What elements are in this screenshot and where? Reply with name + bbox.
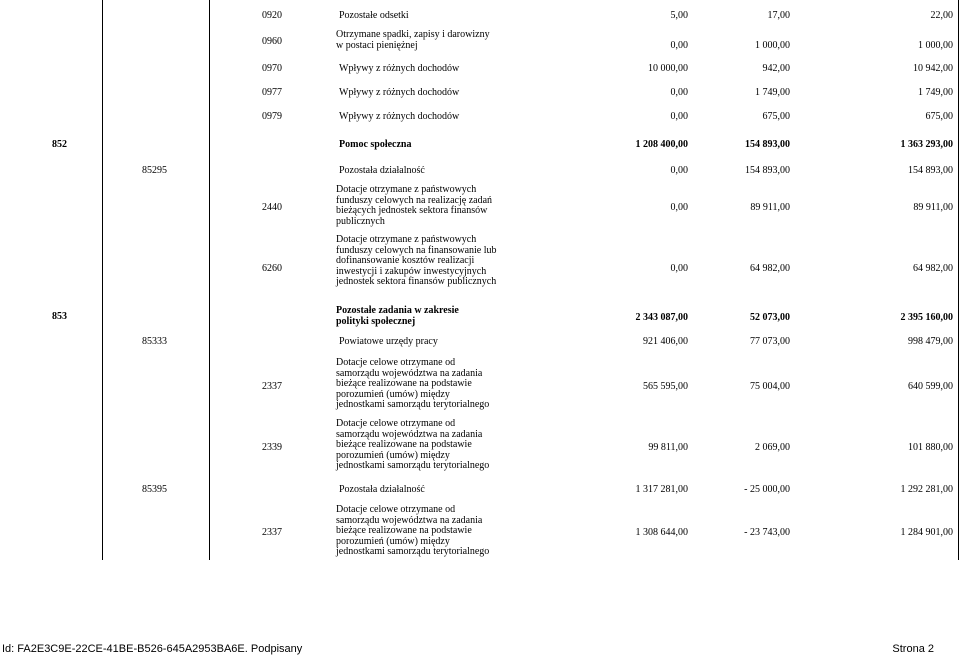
column-border	[209, 0, 210, 560]
amount-change-cell: 2 069,00	[755, 442, 790, 453]
amount-after-cell: 640 599,00	[908, 381, 953, 392]
amount-after-cell: 1 292 281,00	[900, 484, 953, 495]
amount-change-cell: 64 982,00	[750, 263, 790, 274]
amount-after-cell: 998 479,00	[908, 336, 953, 347]
amount-plan-cell: 0,00	[670, 40, 688, 51]
description-cell: Dotacje otrzymane z państwowych funduszy celowych na finansowanie lub dofinansowanie kosztów realizacji inwestycji i zakupów inwestycyjnych jednostek sektora finansów publicznych	[336, 234, 497, 287]
amount-change-cell: 17,00	[767, 10, 790, 21]
amount-change-cell: 77 073,00	[750, 336, 790, 347]
amount-after-cell: 101 880,00	[908, 442, 953, 453]
amount-after-cell: 675,00	[925, 111, 953, 122]
amount-plan-cell: 99 811,00	[648, 442, 688, 453]
amount-plan-cell: 0,00	[670, 263, 688, 274]
description-cell: Dotacje celowe otrzymane od samorządu województwa na zadania bieżące realizowane na podstawie porozumień (umów) między jednostkami samorządu terytorialnego	[336, 504, 490, 557]
chapter-code-cell: 85395	[142, 484, 167, 495]
amount-after-cell: 1 000,00	[918, 40, 953, 51]
description-cell: Dotacje celowe otrzymane od samorządu województwa na zadania bieżące realizowane na podstawie porozumień (umów) między jednostkami samorządu terytorialnego	[336, 357, 490, 410]
code-cell: 0977	[262, 87, 282, 98]
amount-after-cell: 1 363 293,00	[900, 139, 953, 150]
document-id-text: Id: FA2E3C9E-22CE-41BE-B526-645A2953BA6E. Podpisany	[2, 643, 303, 655]
amount-after-cell: 1 749,00	[918, 87, 953, 98]
amount-plan-cell: 0,00	[670, 111, 688, 122]
amount-after-cell: 22,00	[930, 10, 953, 21]
amount-change-cell: 154 893,00	[745, 139, 790, 150]
description-cell: Pozostałe odsetki	[339, 10, 409, 21]
description-cell: Wpływy z różnych dochodów	[339, 111, 460, 122]
description-cell: Pozostała działalność	[339, 165, 425, 176]
description-cell: Otrzymane spadki, zapisy i darowizny w postaci pieniężnej	[336, 29, 490, 51]
code-cell: 0970	[262, 63, 282, 74]
amount-change-cell: - 23 743,00	[744, 527, 790, 538]
chapter-code-cell: 85333	[142, 336, 167, 347]
amount-after-cell: 154 893,00	[908, 165, 953, 176]
amount-after-cell: 64 982,00	[913, 263, 953, 274]
amount-change-cell: 89 911,00	[750, 202, 790, 213]
description-cell: Dotacje otrzymane z państwowych funduszy celowych na realizację zadań bieżących jednostek sektora finansów publicznych	[336, 184, 493, 227]
amount-change-cell: 1 749,00	[755, 87, 790, 98]
code-cell: 0920	[262, 10, 282, 21]
amount-plan-cell: 1 208 400,00	[635, 139, 688, 150]
amount-plan-cell: 921 406,00	[643, 336, 688, 347]
amount-change-cell: - 25 000,00	[744, 484, 790, 495]
description-cell: Wpływy z różnych dochodów	[339, 87, 460, 98]
code-cell: 2337	[262, 527, 282, 538]
code-cell: 0960	[262, 36, 282, 47]
amount-plan-cell: 2 343 087,00	[635, 312, 688, 323]
description-cell: Powiatowe urzędy pracy	[339, 336, 438, 347]
code-cell: 0979	[262, 111, 282, 122]
description-cell: Wpływy z różnych dochodów	[339, 63, 460, 74]
amount-change-cell: 52 073,00	[750, 312, 790, 323]
amount-plan-cell: 1 317 281,00	[635, 484, 688, 495]
description-cell: Pomoc społeczna	[339, 139, 412, 150]
amount-change-cell: 942,00	[762, 63, 790, 74]
description-cell: Pozostałe zadania w zakresie polityki społecznej	[336, 305, 459, 327]
section-code-cell: 852	[52, 139, 67, 150]
description-cell: Pozostała działalność	[339, 484, 425, 495]
code-cell: 2440	[262, 202, 282, 213]
amount-change-cell: 675,00	[762, 111, 790, 122]
chapter-code-cell: 85295	[142, 165, 167, 176]
amount-change-cell: 154 893,00	[745, 165, 790, 176]
amount-plan-cell: 0,00	[670, 202, 688, 213]
amount-plan-cell: 10 000,00	[648, 63, 688, 74]
amount-after-cell: 2 395 160,00	[900, 312, 953, 323]
code-cell: 6260	[262, 263, 282, 274]
amount-plan-cell: 0,00	[670, 87, 688, 98]
amount-plan-cell: 1 308 644,00	[635, 527, 688, 538]
amount-plan-cell: 565 595,00	[643, 381, 688, 392]
amount-change-cell: 75 004,00	[750, 381, 790, 392]
column-border	[958, 0, 959, 560]
code-cell: 2337	[262, 381, 282, 392]
amount-plan-cell: 0,00	[670, 165, 688, 176]
page-footer	[0, 643, 960, 657]
description-cell: Dotacje celowe otrzymane od samorządu województwa na zadania bieżące realizowane na podstawie porozumień (umów) między jednostkami samorządu terytorialnego	[336, 418, 490, 471]
page-number-text: Strona 2	[892, 643, 934, 655]
column-border	[102, 0, 103, 560]
amount-plan-cell: 5,00	[670, 10, 688, 21]
section-code-cell: 853	[52, 311, 67, 322]
amount-after-cell: 89 911,00	[913, 202, 953, 213]
code-cell: 2339	[262, 442, 282, 453]
amount-change-cell: 1 000,00	[755, 40, 790, 51]
amount-after-cell: 10 942,00	[913, 63, 953, 74]
amount-after-cell: 1 284 901,00	[900, 527, 953, 538]
